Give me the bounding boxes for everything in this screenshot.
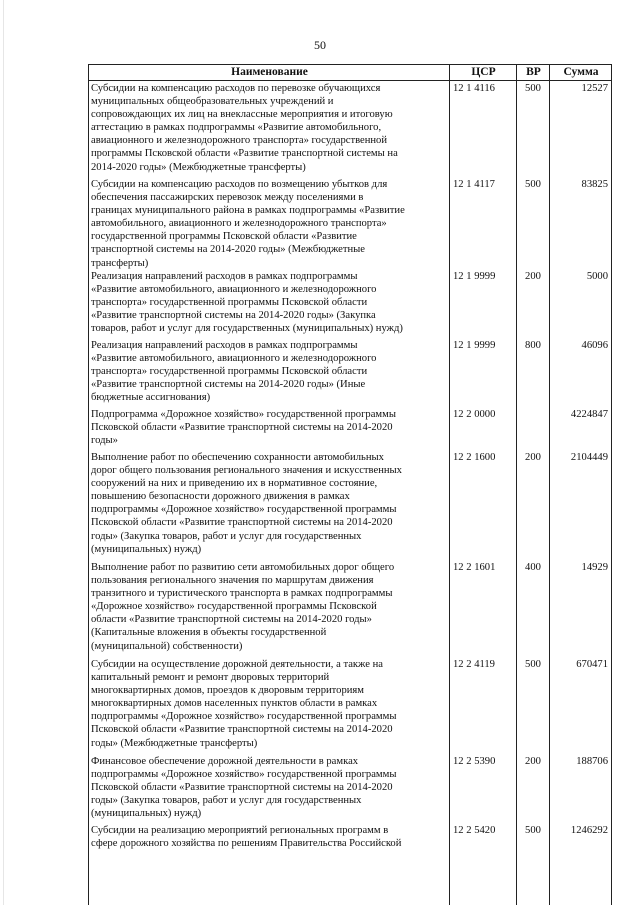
- row-vr: 500: [525, 825, 541, 836]
- row-name: Реализация направлений расходов в рамках подпрограммы «Развитие автомобильного, авиационного и железнодорожного транспорта» государственной программы Псковской области «Развитие транспортной системы на 2014-2020 годы» (Иные бюджетные ассигнования): [91, 340, 377, 404]
- row-vr: 400: [525, 562, 541, 573]
- row-csr: 12 2 5390: [453, 756, 496, 767]
- row-name: Выполнение работ по обеспечению сохранности автомобильных дорог общего пользования регионального значения и искусственных сооружений на них и приведению их в нормативное состояние, повышению безопасности дорожного движения в рамках подпрограммы «Дорожное хозяйство» государственной программы Псковской области «Развитие транспортной системы на 2014-2020 годы» (Закупка товаров, работ и услуг для государственных (муниципальных) нужд): [91, 452, 402, 555]
- row-name: Субсидии на осуществление дорожной деятельности, а также на капитальный ремонт и ремонт дворовых территорий многоквартирных домов, проездов к дворовым территориям многоквартирных домов населенных пунктов области в рамках подпрограммы «Дорожное хозяйство» государственной программы Псковской области «Развитие транспортной системы на 2014-2020 годы» (Межбюджетные трансферты): [91, 659, 397, 749]
- row-sum: 46096: [581, 340, 608, 351]
- row-sum: 5000: [586, 271, 608, 282]
- row-sum: 12527: [581, 83, 608, 94]
- row-sum: 2104449: [570, 452, 608, 463]
- row-vr: 200: [525, 756, 541, 767]
- row-name: Реализация направлений расходов в рамках подпрограммы «Развитие автомобильного, авиационного и железнодорожного транспорта» государственной программы Псковской области «Развитие транспортной системы на 2014-2020 годы» (Закупка товаров, работ и услуг для государственных (муниципальных) нужд): [91, 271, 403, 335]
- scan-edge: [3, 0, 4, 905]
- header-bottom-border: [88, 80, 612, 81]
- row-csr: 12 2 5420: [453, 825, 496, 836]
- row-vr: 200: [525, 271, 541, 282]
- row-csr: 12 2 4119: [453, 659, 495, 670]
- header-vr: ВР: [526, 66, 541, 78]
- row-csr: 12 1 9999: [453, 340, 496, 351]
- row-csr: 12 1 4116: [453, 83, 495, 94]
- row-csr: 12 2 1601: [453, 562, 496, 573]
- row-sum: 14929: [581, 562, 608, 573]
- header-csr: ЦСР: [471, 66, 496, 78]
- row-vr: 500: [525, 83, 541, 94]
- row-csr: 12 2 1600: [453, 452, 496, 463]
- row-name: Подпрограмма «Дорожное хозяйство» государственной программы Псковской области «Развитие транспортной системы на 2014-2020 годы»: [91, 409, 396, 447]
- header-name: Наименование: [231, 66, 308, 78]
- row-vr: 500: [525, 659, 541, 670]
- table-left-border: [88, 64, 89, 905]
- row-sum: 670471: [576, 659, 608, 670]
- row-sum: 83825: [581, 179, 608, 190]
- page-number: 50: [314, 38, 326, 52]
- table-right-border: [611, 64, 612, 905]
- row-name: Субсидии на компенсацию расходов по перевозке обучающихся муниципальных общеобразовательных учреждений и сопровождающих их лиц на внеклассные мероприятия и итоговую аттестацию в рамках подпрограммы «Развитие автомобильного, авиационного и железнодорожного транспорта» государственной программы Псковской области «Развитие транспортной системы на 2014-2020 годы» (Межбюджетные трансферты): [91, 83, 398, 173]
- column-divider-csr: [449, 64, 450, 905]
- row-sum: 1246292: [570, 825, 608, 836]
- row-vr: 200: [525, 452, 541, 463]
- row-name: Выполнение работ по развитию сети автомобильных дорог общего пользования регионального значения по маршрутам движения транзитного и туристического транспорта в рамках подпрограммы «Дорожное хозяйство» государственной программы Псковской области «Развитие транспортной системы на 2014-2020 годы» (Капитальные вложения в объекты государственной (муниципальной) собственности): [91, 562, 395, 652]
- row-name: Финансовое обеспечение дорожной деятельности в рамках подпрограммы «Дорожное хозяйство» государственной программы Псковской области «Развитие транспортной системы на 2014-2020 годы» (Закупка товаров, работ и услуг для государственных (муниципальных) нужд): [91, 756, 397, 820]
- row-vr: 500: [525, 179, 541, 190]
- row-csr: 12 2 0000: [453, 409, 496, 420]
- row-csr: 12 1 4117: [453, 179, 495, 190]
- header-sum: Сумма: [563, 66, 599, 78]
- row-csr: 12 1 9999: [453, 271, 496, 282]
- row-name: Субсидии на компенсацию расходов по возмещению убытков для обеспечения пассажирских перевозок между поселениями в границах муниципального района в рамках подпрограммы «Развитие автомобильного, авиационного и железнодорожного транспорта» государственной программы Псковской области «Развитие транспортной системы на 2014-2020 годы» (Межбюджетные трансферты): [91, 179, 405, 269]
- row-sum: 188706: [576, 756, 608, 767]
- column-divider-vr: [516, 64, 517, 905]
- row-name: Субсидии на реализацию мероприятий региональных программ в сфере дорожного хозяйства по решениям Правительства Российской: [91, 825, 402, 850]
- row-sum: 4224847: [570, 409, 608, 420]
- row-vr: 800: [525, 340, 541, 351]
